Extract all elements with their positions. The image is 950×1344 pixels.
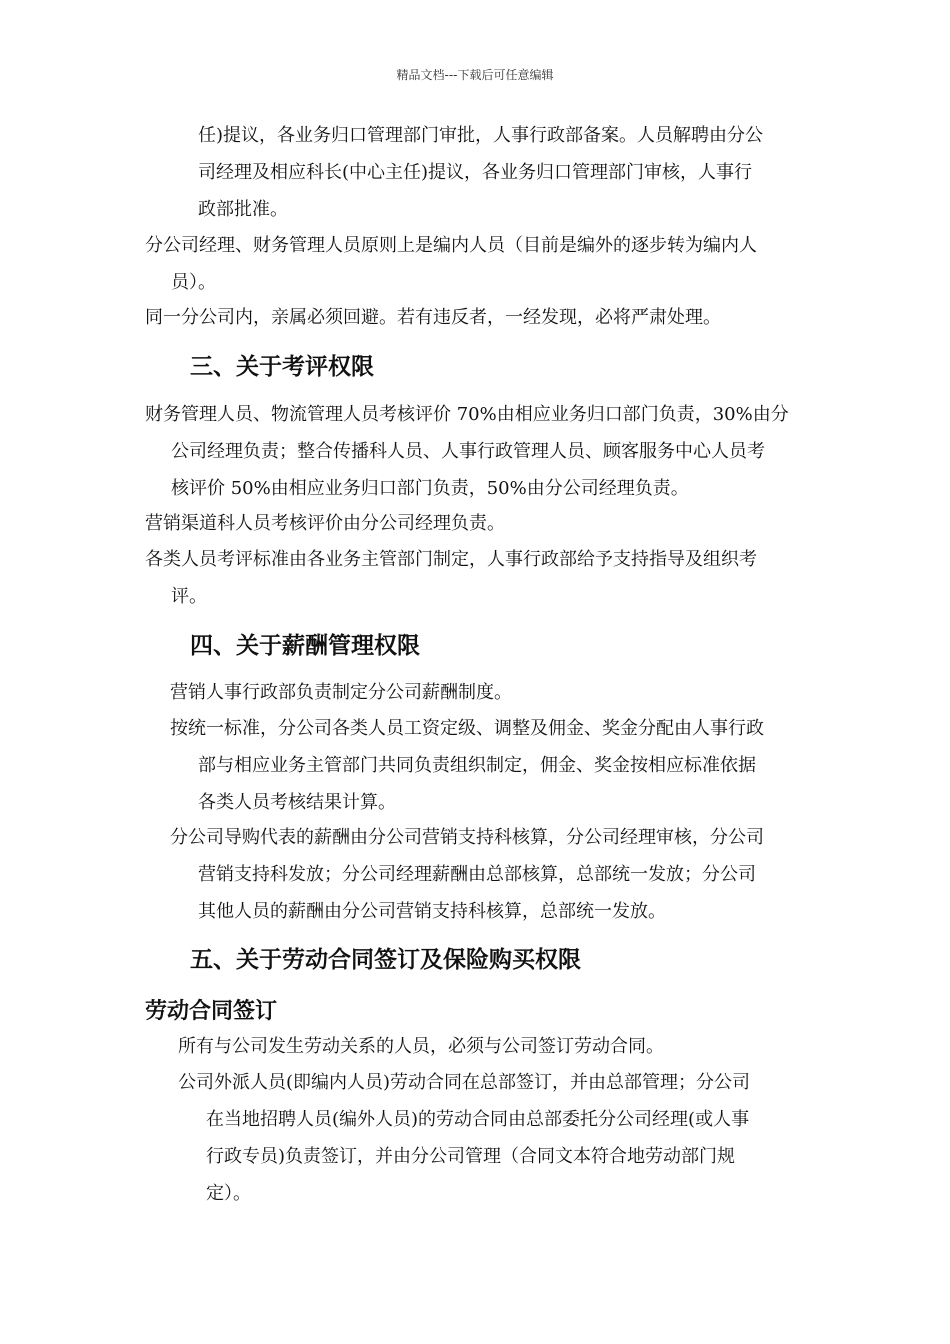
paragraph-evaluation-ratio: [145, 396, 805, 507]
text-line: 所有与公司发生劳动关系的人员，必须与公司签订劳动合同。: [178, 1036, 664, 1057]
paragraph-salary-system: [170, 674, 805, 711]
text-line: 各类人员考核结果计算。: [198, 792, 396, 813]
text-line: 公司经理负责；整合传播科人员、人事行政管理人员、顾客服务中心人员考: [171, 441, 765, 462]
paragraph-salary-standard: [170, 710, 805, 821]
text-line: 核评价 50%由相应业务归口部门负责，50%由分公司经理负责。: [171, 478, 689, 499]
text-line: 在当地招聘人员(编外人员)的劳动合同由总部委托分公司经理(或人事: [206, 1109, 750, 1130]
page-header: 精品文档---下载后可任意编辑: [396, 68, 554, 82]
text-line: 营销支持科发放；分公司经理薪酬由总部核算，总部统一发放；分公司: [198, 864, 756, 885]
paragraph-relatives-avoidance: [145, 299, 805, 336]
text-line: 其他人员的薪酬由分公司营销支持科核算，总部统一发放。: [198, 901, 666, 922]
section-heading-salary: 四、关于薪酬管理权限: [190, 633, 420, 659]
text-line: 部与相应业务主管部门共同负责组织制定，佣金、奖金按相应标准依据: [198, 755, 756, 776]
text-line: 各类人员考评标准由各业务主管部门制定，人事行政部给予支持指导及组织考: [145, 549, 757, 570]
text-line: 营销人事行政部负责制定分公司薪酬制度。: [170, 682, 512, 703]
paragraph-contract-management: [178, 1064, 805, 1212]
text-line: 按统一标准，分公司各类人员工资定级、调整及佣金、奖金分配由人事行政: [170, 718, 764, 739]
text-line: 公司外派人员(即编内人员)劳动合同在总部签订，并由总部管理；分公司: [178, 1072, 751, 1093]
text-line: 政部批准。: [198, 199, 288, 220]
paragraph-contract-required: [178, 1028, 805, 1065]
text-line: 分公司导购代表的薪酬由分公司营销支持科核算，分公司经理审核，分公司: [170, 827, 764, 848]
paragraph-channel-evaluation: [145, 505, 805, 542]
text-line: 司经理及相应科长(中心主任)提议，各业务归口管理部门审核，人事行: [198, 162, 753, 183]
paragraph-evaluation-standard: [145, 541, 805, 615]
text-line: 任)提议，各业务归口管理部门审批，人事行政部备案。人员解聘由分公: [198, 125, 764, 146]
text-line: 财务管理人员、物流管理人员考核评价 70%由相应业务归口部门负责，30%由分: [145, 404, 789, 425]
subsection-heading-contract-signing: 劳动合同签订: [145, 999, 278, 1024]
paragraph-staff-status: [145, 227, 805, 301]
text-line: 行政专员)负责签订，并由分公司管理（合同文本符合地劳动部门规: [206, 1146, 736, 1167]
section-heading-contract: 五、关于劳动合同签订及保险购买权限: [190, 947, 581, 973]
paragraph-salary-payment: [170, 819, 805, 930]
text-line: 员）。: [171, 272, 216, 293]
text-line: 定）。: [206, 1183, 251, 1204]
section-heading-evaluation: 三、关于考评权限: [190, 354, 374, 380]
text-line: 分公司经理、财务管理人员原则上是编内人员（目前是编外的逐步转为编内人: [145, 235, 757, 256]
text-line: 评。: [171, 586, 207, 607]
paragraph-continuation: [198, 117, 804, 228]
text-line: 营销渠道科人员考核评价由分公司经理负责。: [145, 513, 505, 534]
text-line: 同一分公司内，亲属必须回避。若有违反者，一经发现，必将严肃处理。: [145, 307, 721, 328]
